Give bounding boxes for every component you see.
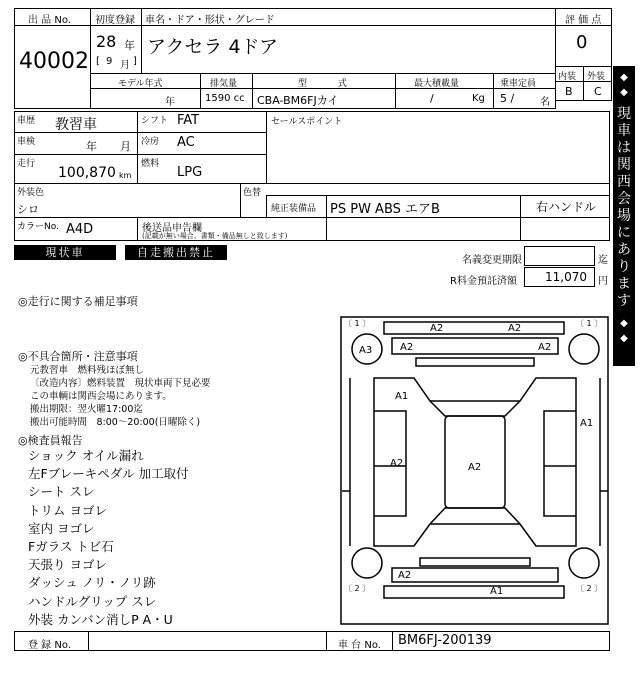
defect-line: 元教習車 燃料残ほぼ無し [30, 365, 145, 376]
diamond-mark: ◆ [620, 72, 628, 83]
self-removal-badge: 自走搬出禁止 [125, 245, 227, 260]
diagram-rear-right: 〔 1 〕 [576, 319, 603, 328]
exterior-grade: C [594, 85, 602, 98]
mark-trunk-right: A2 [538, 342, 552, 353]
inspector-line: 外装 カンバン消しP A・U [28, 611, 173, 627]
footer-box [14, 631, 610, 651]
color-change-label: 色替 [243, 188, 262, 198]
lot-no: 40002 [19, 49, 89, 74]
chassis-no: BM6FJ-200139 [398, 633, 492, 648]
mark-top-bumper-left: A2 [430, 323, 444, 334]
fuel-label: 燃料 [141, 159, 160, 169]
mark-rear-fender-left: A1 [395, 391, 409, 402]
color-no-label: カラーNo. [17, 222, 59, 232]
tire-rear-left-mark: A3 [359, 345, 373, 356]
mark-trunk-left: A2 [400, 342, 414, 353]
first-reg-month-unit: 月 [120, 60, 130, 71]
name-change-suffix: 迄 [598, 255, 608, 266]
type-label: 型 式 [298, 79, 361, 89]
displacement: 1590 cc [205, 93, 245, 104]
vertical-text: 現 車 は 関 西 会 場 に あ り ま す [617, 106, 631, 309]
recycle-unit: 円 [598, 276, 608, 287]
name-change-label: 名義変更期限 [462, 255, 522, 266]
defect-line: 搬出期限：翌火曜17:00迄 [30, 404, 143, 415]
car-damage-diagram [340, 316, 610, 626]
fuel: LPG [177, 165, 203, 180]
diamond-mark: ◆ [620, 318, 628, 329]
after-parts-note: (記載が無い場合、書類・備品無しと致します) [142, 232, 288, 240]
defect-line: 〔改造内容〕燃料装置 現状車両下見必要 [30, 378, 211, 389]
score: 0 [576, 32, 588, 53]
lot-no-label: 出 品 No. [28, 15, 71, 26]
defect-line: この車輌は関西会場にあります。 [30, 391, 172, 402]
interior-label: 内装 [558, 72, 577, 82]
first-reg-label: 初度登録 [95, 15, 135, 26]
mileage: 100,870 [58, 165, 116, 181]
defects-title: ◎不具合箇所・注意事項 [18, 350, 138, 363]
mark-side-right: A1 [580, 418, 594, 429]
after-parts-label: 後送品申告欄 [142, 223, 202, 234]
exterior-label: 外装 [587, 72, 606, 82]
aircon-label: 冷房 [141, 137, 160, 147]
max-load-label: 最大積載量 [414, 79, 460, 89]
max-load-slash: / [430, 92, 434, 105]
location-vertical-note [613, 66, 635, 366]
inspector-line: ダッシュ ノリ・ノリ跡 [28, 575, 156, 591]
current-car-badge: 現状車 [14, 245, 116, 260]
inspector-line: Fガラス トビ石 [28, 539, 114, 554]
diagram-rear-left: 〔 1 〕 [344, 319, 371, 328]
capacity-unit: 名 [540, 97, 550, 108]
recycle-label: R料金預託済額 [450, 276, 517, 287]
diamond-mark: ◆ [620, 87, 628, 98]
equipment: PS PW ABS エアB [330, 202, 440, 217]
reg-no-label: 登 録 No. [28, 640, 71, 651]
capacity-label: 乗車定員 [500, 79, 537, 89]
inspector-title: ◎検査員報告 [18, 434, 83, 447]
inspection-month: 月 [120, 140, 131, 153]
mark-bottom-bumper-center: A1 [490, 586, 504, 597]
mileage-unit: km [119, 171, 132, 180]
shift-label: シフト [141, 116, 169, 126]
name-change-box [524, 246, 595, 266]
inspection-label: 車検 [17, 137, 36, 147]
equipment-label: 純正装備品 [271, 204, 317, 214]
chassis-label: 車 台 No. [338, 640, 381, 651]
history-label: 車歴 [17, 116, 36, 126]
inspection-year: 年 [86, 140, 97, 153]
inspector-line: ショック オイル漏れ [28, 448, 144, 463]
history: 教習車 [55, 117, 97, 133]
inspector-line: 室内 ヨゴレ [28, 520, 95, 536]
mark-door-left: A2 [390, 458, 404, 469]
steering: 右ハンドル [536, 200, 597, 214]
car-name-label: 車名・ドア・形状・グレード [145, 15, 275, 26]
interior-grade: B [565, 85, 573, 98]
aircon: AC [177, 135, 195, 150]
inspector-line: トリム ヨゴレ [28, 502, 107, 518]
shift: FAT [177, 113, 200, 128]
sales-point-label: セールスポイント [271, 117, 343, 127]
max-load-unit: Kg [472, 93, 485, 104]
mark-roof: A2 [468, 462, 482, 473]
inspector-line: ハンドルグリップ スレ [28, 593, 157, 609]
diamond-mark: ◆ [620, 333, 628, 344]
type: CBA-BM6FJカイ [257, 94, 339, 107]
inspector-line: 天張り ヨゴレ [28, 557, 107, 573]
displacement-label: 排気量 [210, 79, 238, 89]
capacity: 5 / [500, 92, 515, 105]
inspector-line: シート スレ [28, 484, 95, 500]
model-year-suffix: 年 [165, 97, 175, 108]
score-label: 評 価 点 [565, 15, 602, 26]
diagram-front-left: 〔 2 〕 [344, 584, 371, 593]
ext-color-label: 外装色 [17, 188, 45, 198]
inspector-line: 左Fブレーキペダル 加工取付 [28, 466, 189, 482]
mark-bottom-bumper-left: A2 [398, 570, 412, 581]
first-reg-year-unit: 年 [124, 39, 135, 52]
mark-top-bumper-right: A2 [508, 323, 522, 334]
car-name: アクセラ 4ドア [147, 36, 278, 58]
ext-color: シロ [17, 203, 39, 216]
defect-line: 搬出可能時間 8:00〜20:00(日曜除く) [30, 417, 201, 428]
driving-notes-title: ◎走行に関する補足事項 [18, 295, 138, 308]
color-no: A4D [66, 222, 94, 237]
diagram-front-right: 〔 2 〕 [576, 584, 603, 593]
first-reg-year: 28 [96, 32, 117, 51]
mileage-label: 走行 [17, 159, 36, 169]
first-reg-month: 9 [106, 56, 113, 67]
model-year-label: モデル年式 [118, 79, 163, 89]
recycle-value: 11,070 [545, 270, 587, 284]
